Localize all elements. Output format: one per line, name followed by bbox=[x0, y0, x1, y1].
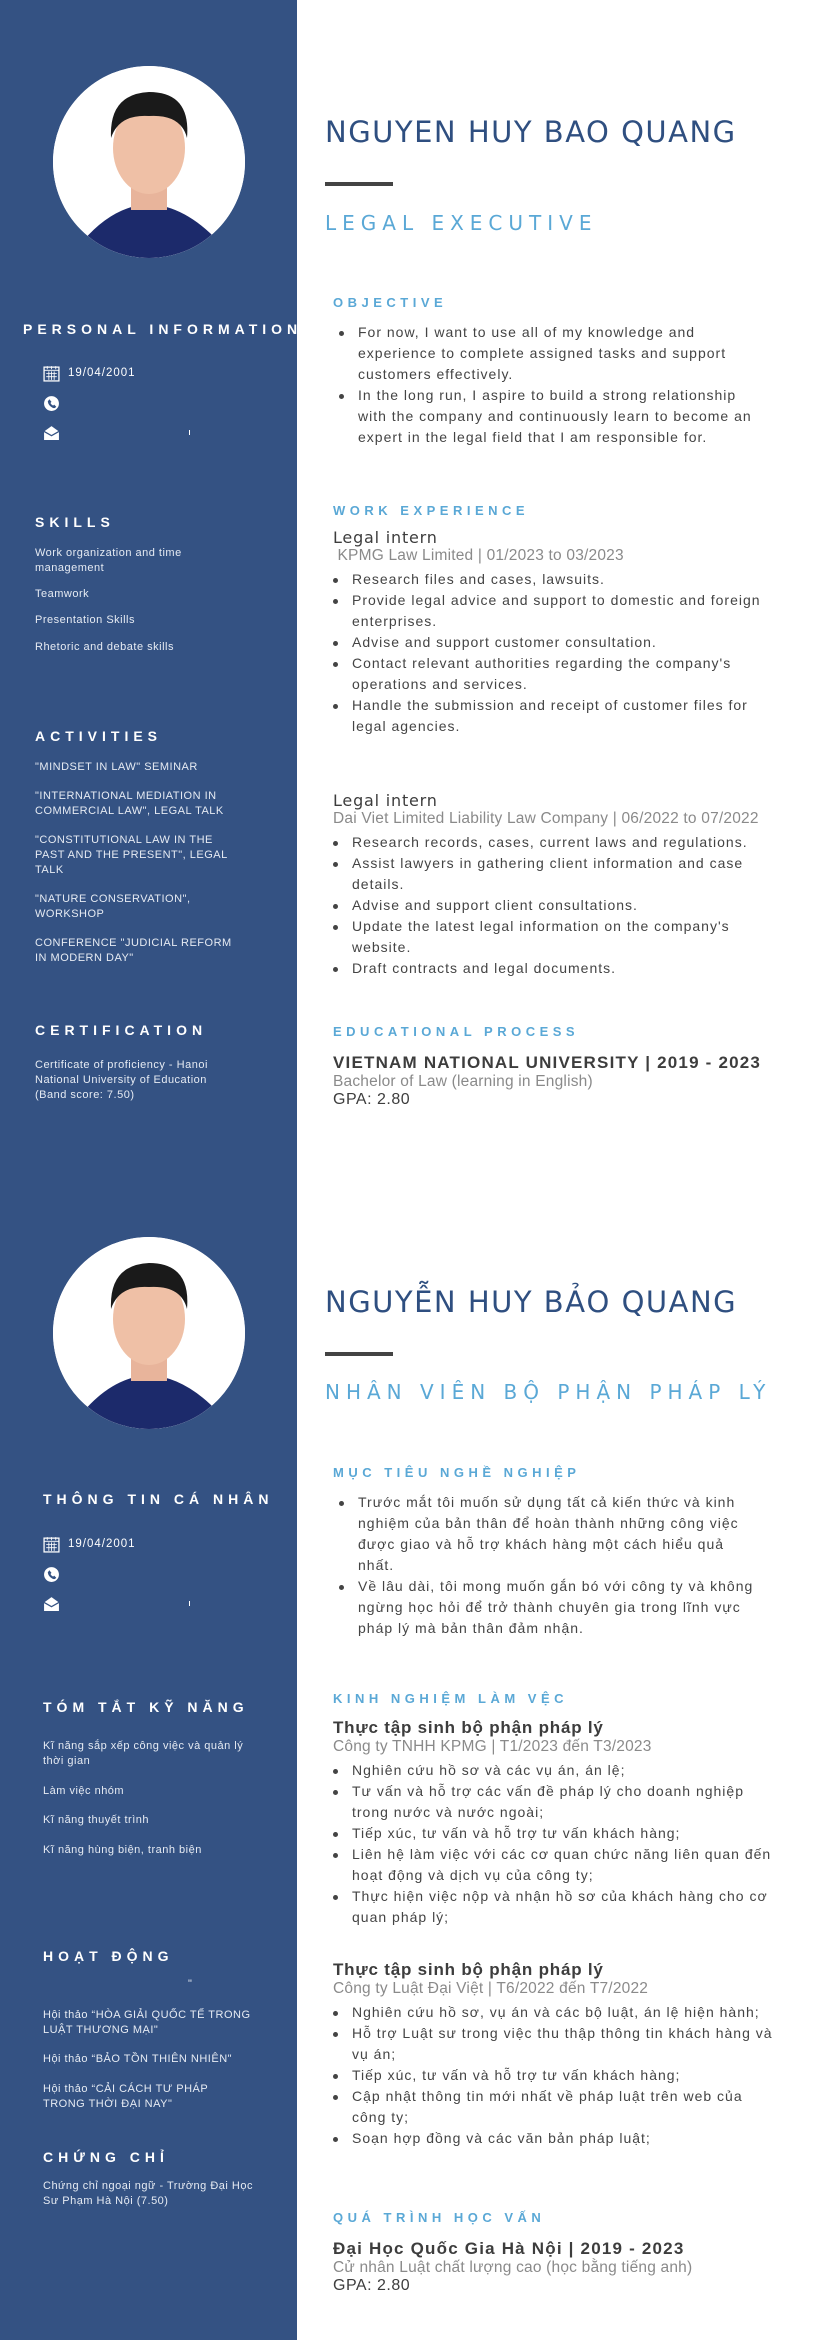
skill-item: Rhetoric and debate skills bbox=[35, 641, 174, 653]
job-company: Dai Viet Limited Liability Law Company | 06/2022 to 07/2022 bbox=[333, 810, 759, 827]
skills-list bbox=[35, 546, 225, 655]
job-title: NHÂN VIÊN BỘ PHẬN PHÁP LÝ bbox=[325, 1380, 772, 1404]
objective-list bbox=[333, 322, 763, 448]
objective-item: Trước mắt tôi muốn sử dụng tất cả kiến thức và kinh nghiệm của bản thân để hoàn thành những công việc được giao và hỗ trợ khách hàng một cách hiểu quả nhất. bbox=[333, 1492, 763, 1576]
job-tasks bbox=[327, 1760, 773, 1928]
activity-item: "NATURE CONSERVATION", WORKSHOP bbox=[35, 893, 191, 920]
divider bbox=[325, 1352, 393, 1356]
job-company: Công ty TNHH KPMG | T1/2023 đến T3/2023 bbox=[333, 1738, 652, 1755]
work-heading: WORK EXPERIENCE bbox=[333, 503, 530, 518]
degree: Cử nhân Luật chất lượng cao (học bằng tiếng anh) bbox=[333, 2259, 693, 2276]
job-entry bbox=[333, 1960, 773, 2149]
skills-heading: TÓM TẮT KỸ NĂNG bbox=[43, 1699, 249, 1715]
task-item: Advise and support customer consultation. bbox=[327, 632, 773, 653]
task-item: Update the latest legal information on the company's website. bbox=[327, 916, 773, 958]
job-tasks bbox=[327, 2002, 773, 2149]
task-item: Tư vấn và hỗ trợ các vấn đề pháp lý cho doanh nghiệp trong nước và nước ngoài; bbox=[327, 1781, 773, 1823]
envelope-icon bbox=[43, 1595, 60, 1612]
task-item: Nghiên cứu hồ sơ, vụ án và các bộ luật, án lệ hiện hành; bbox=[327, 2002, 773, 2023]
skill-item: Kĩ năng hùng biện, tranh biện bbox=[43, 1844, 202, 1856]
skill-item: Làm việc nhóm bbox=[43, 1785, 125, 1797]
job-role: Legal intern bbox=[333, 791, 438, 810]
activity-item: "CONSTITUTIONAL LAW IN THE PAST AND THE PRESENT", LEGAL TALK bbox=[35, 834, 228, 876]
task-item: Advise and support client consultations. bbox=[327, 895, 773, 916]
job-entry bbox=[333, 528, 773, 737]
job-company: KPMG Law Limited | 01/2023 to 03/2023 bbox=[333, 547, 624, 564]
degree: Bachelor of Law (learning in English) bbox=[333, 1073, 593, 1090]
activities-heading: HOẠT ĐỘNG bbox=[43, 1948, 174, 1964]
job-role: Thực tập sinh bộ phận pháp lý bbox=[333, 1718, 604, 1737]
activity-item: "INTERNATIONAL MEDIATION IN COMMERCIAL LAW", LEGAL TALK bbox=[35, 790, 224, 817]
school-name: Đại Học Quốc Gia Hà Nội | 2019 - 2023 bbox=[333, 2239, 685, 2258]
job-title: LEGAL EXECUTIVE bbox=[325, 211, 598, 235]
certification-text: Chứng chỉ ngoại ngữ - Trường Đại Học Sư Phạm Hà Nội (7.50) bbox=[43, 2180, 253, 2207]
task-item: Research records, cases, current laws and regulations. bbox=[327, 832, 773, 853]
email-value bbox=[189, 430, 190, 435]
task-item: Provide legal advice and support to domestic and foreign enterprises. bbox=[327, 590, 773, 632]
calendar-icon bbox=[43, 1536, 60, 1553]
phone-icon bbox=[43, 395, 60, 412]
skill-item: Kĩ năng thuyết trình bbox=[43, 1814, 150, 1826]
task-item: Assist lawyers in gathering client information and case details. bbox=[327, 853, 773, 895]
phone-row bbox=[43, 393, 190, 413]
job-tasks bbox=[327, 832, 773, 979]
personal-info-heading: THÔNG TIN CÁ NHÂN bbox=[43, 1491, 274, 1507]
email-row bbox=[43, 1593, 190, 1613]
education-entry bbox=[333, 1053, 761, 1109]
skill-item: Teamwork bbox=[35, 588, 90, 600]
skill-item: Kĩ năng sắp xếp công việc và quản lý thời gian bbox=[43, 1740, 244, 1767]
task-item: Draft contracts and legal documents. bbox=[327, 958, 773, 979]
job-entry bbox=[333, 1718, 773, 1928]
activity-item: Hội thảo “HÒA GIẢI QUỐC TẾ TRONG LUẬT THƯƠNG MẠI" bbox=[43, 2009, 251, 2036]
contact-info bbox=[43, 1534, 190, 1613]
task-item: Contact relevant authorities regarding the company's operations and services. bbox=[327, 653, 773, 695]
education-heading: EDUCATIONAL PROCESS bbox=[333, 1024, 580, 1039]
profile-photo bbox=[53, 1237, 245, 1429]
activities-list bbox=[43, 2008, 253, 2112]
job-entry bbox=[333, 791, 773, 979]
phone-row bbox=[43, 1564, 190, 1584]
dob-row bbox=[43, 363, 190, 383]
profile-photo bbox=[53, 66, 245, 258]
task-item: Liên hệ làm việc với các cơ quan chức năng liên quan đến hoạt động và dịch vụ của công ty; bbox=[327, 1844, 773, 1886]
school-name: VIETNAM NATIONAL UNIVERSITY | 2019 - 2023 bbox=[333, 1053, 762, 1072]
job-role: Thực tập sinh bộ phận pháp lý bbox=[333, 1960, 604, 1979]
activities-list bbox=[35, 760, 240, 966]
skill-item: Work organization and time management bbox=[35, 547, 182, 574]
task-item: Handle the submission and receipt of customer files for legal agencies. bbox=[327, 695, 773, 737]
activity-item: CONFERENCE "JUDICIAL REFORM IN MODERN DAY" bbox=[35, 937, 232, 964]
dob-value: 19/04/2001 bbox=[68, 1538, 136, 1550]
skill-item: Presentation Skills bbox=[35, 614, 135, 626]
objective-heading: MỤC TIÊU NGHỀ NGHIỆP bbox=[333, 1465, 581, 1480]
job-company: Công ty Luật Đại Việt | T6/2022 đến T7/2022 bbox=[333, 1980, 649, 1997]
candidate-name: NGUYEN HUY BAO QUANG bbox=[325, 115, 737, 149]
activity-item: Hội thảo “BẢO TỒN THIÊN NHIÊN" bbox=[43, 2053, 233, 2065]
stray-quote-mark: " bbox=[188, 1978, 193, 1990]
work-heading: KINH NGHIỆM LÀM VỆC bbox=[333, 1691, 568, 1706]
job-tasks bbox=[327, 569, 773, 737]
task-item: Tiếp xúc, tư vấn và hỗ trợ tư vấn khách hàng; bbox=[327, 1823, 773, 1844]
job-role: Legal intern bbox=[333, 528, 438, 547]
dob-value: 19/04/2001 bbox=[68, 367, 136, 379]
phone-icon bbox=[43, 1566, 60, 1583]
task-item: Cập nhật thông tin mới nhất về pháp luật trên web của công ty; bbox=[327, 2086, 773, 2128]
objective-item: Về lâu dài, tôi mong muốn gắn bó với công ty và không ngừng học hỏi để trở thành chuyên gia trong lĩnh vực pháp lý mà bản thân đảm nhận. bbox=[333, 1576, 763, 1639]
task-item: Tiếp xúc, tư vấn và hỗ trợ tư vấn khách hàng; bbox=[327, 2065, 773, 2086]
task-item: Soạn hợp đồng và các văn bản pháp luật; bbox=[327, 2128, 773, 2149]
candidate-name: NGUYỄN HUY BẢO QUANG bbox=[325, 1285, 738, 1319]
email-row bbox=[43, 422, 190, 442]
activity-item: "MINDSET IN LAW" SEMINAR bbox=[35, 761, 198, 773]
education-heading: QUÁ TRÌNH HỌC VẤN bbox=[333, 2210, 546, 2225]
calendar-icon bbox=[43, 365, 60, 382]
task-item: Thực hiện việc nộp và nhận hồ sơ của khách hàng cho cơ quan pháp lý; bbox=[327, 1886, 773, 1928]
objective-item: In the long run, I aspire to build a strong relationship with the company and continuously learn to become an expert in the legal field that I am responsible for. bbox=[333, 385, 763, 448]
task-item: Hỗ trợ Luật sư trong việc thu thập thông tin khách hàng và vụ án; bbox=[327, 2023, 773, 2065]
task-item: Nghiên cứu hồ sơ và các vụ án, án lệ; bbox=[327, 1760, 773, 1781]
personal-info-heading: PERSONAL INFORMATION bbox=[23, 321, 303, 337]
skills-list bbox=[43, 1739, 248, 1858]
certification-heading: CHỨNG CHỈ bbox=[43, 2149, 169, 2165]
dob-row bbox=[43, 1534, 190, 1554]
gpa: GPA: 2.80 bbox=[333, 2277, 411, 2294]
education-entry bbox=[333, 2239, 692, 2295]
sidebar bbox=[0, 0, 297, 2340]
gpa: GPA: 2.80 bbox=[333, 1091, 411, 1108]
task-item: Research files and cases, lawsuits. bbox=[327, 569, 773, 590]
divider bbox=[325, 182, 393, 186]
objective-heading: OBJECTIVE bbox=[333, 295, 448, 310]
certification-text: Certificate of proficiency - Hanoi National University of Education (Band score: 7.50) bbox=[35, 1059, 208, 1101]
email-value bbox=[189, 1601, 190, 1606]
objective-item: For now, I want to use all of my knowledge and experience to complete assigned tasks and support customers effectively. bbox=[333, 322, 763, 385]
skills-heading: SKILLS bbox=[35, 514, 115, 530]
activity-item: Hội thảo “CẢI CÁCH TƯ PHÁP TRONG THỜI ĐẠI NAY" bbox=[43, 2083, 209, 2110]
certification-heading: CERTIFICATION bbox=[35, 1022, 208, 1038]
objective-list bbox=[333, 1492, 763, 1639]
activities-heading: ACTIVITIES bbox=[35, 728, 163, 744]
contact-info bbox=[43, 363, 190, 442]
envelope-icon bbox=[43, 424, 60, 441]
